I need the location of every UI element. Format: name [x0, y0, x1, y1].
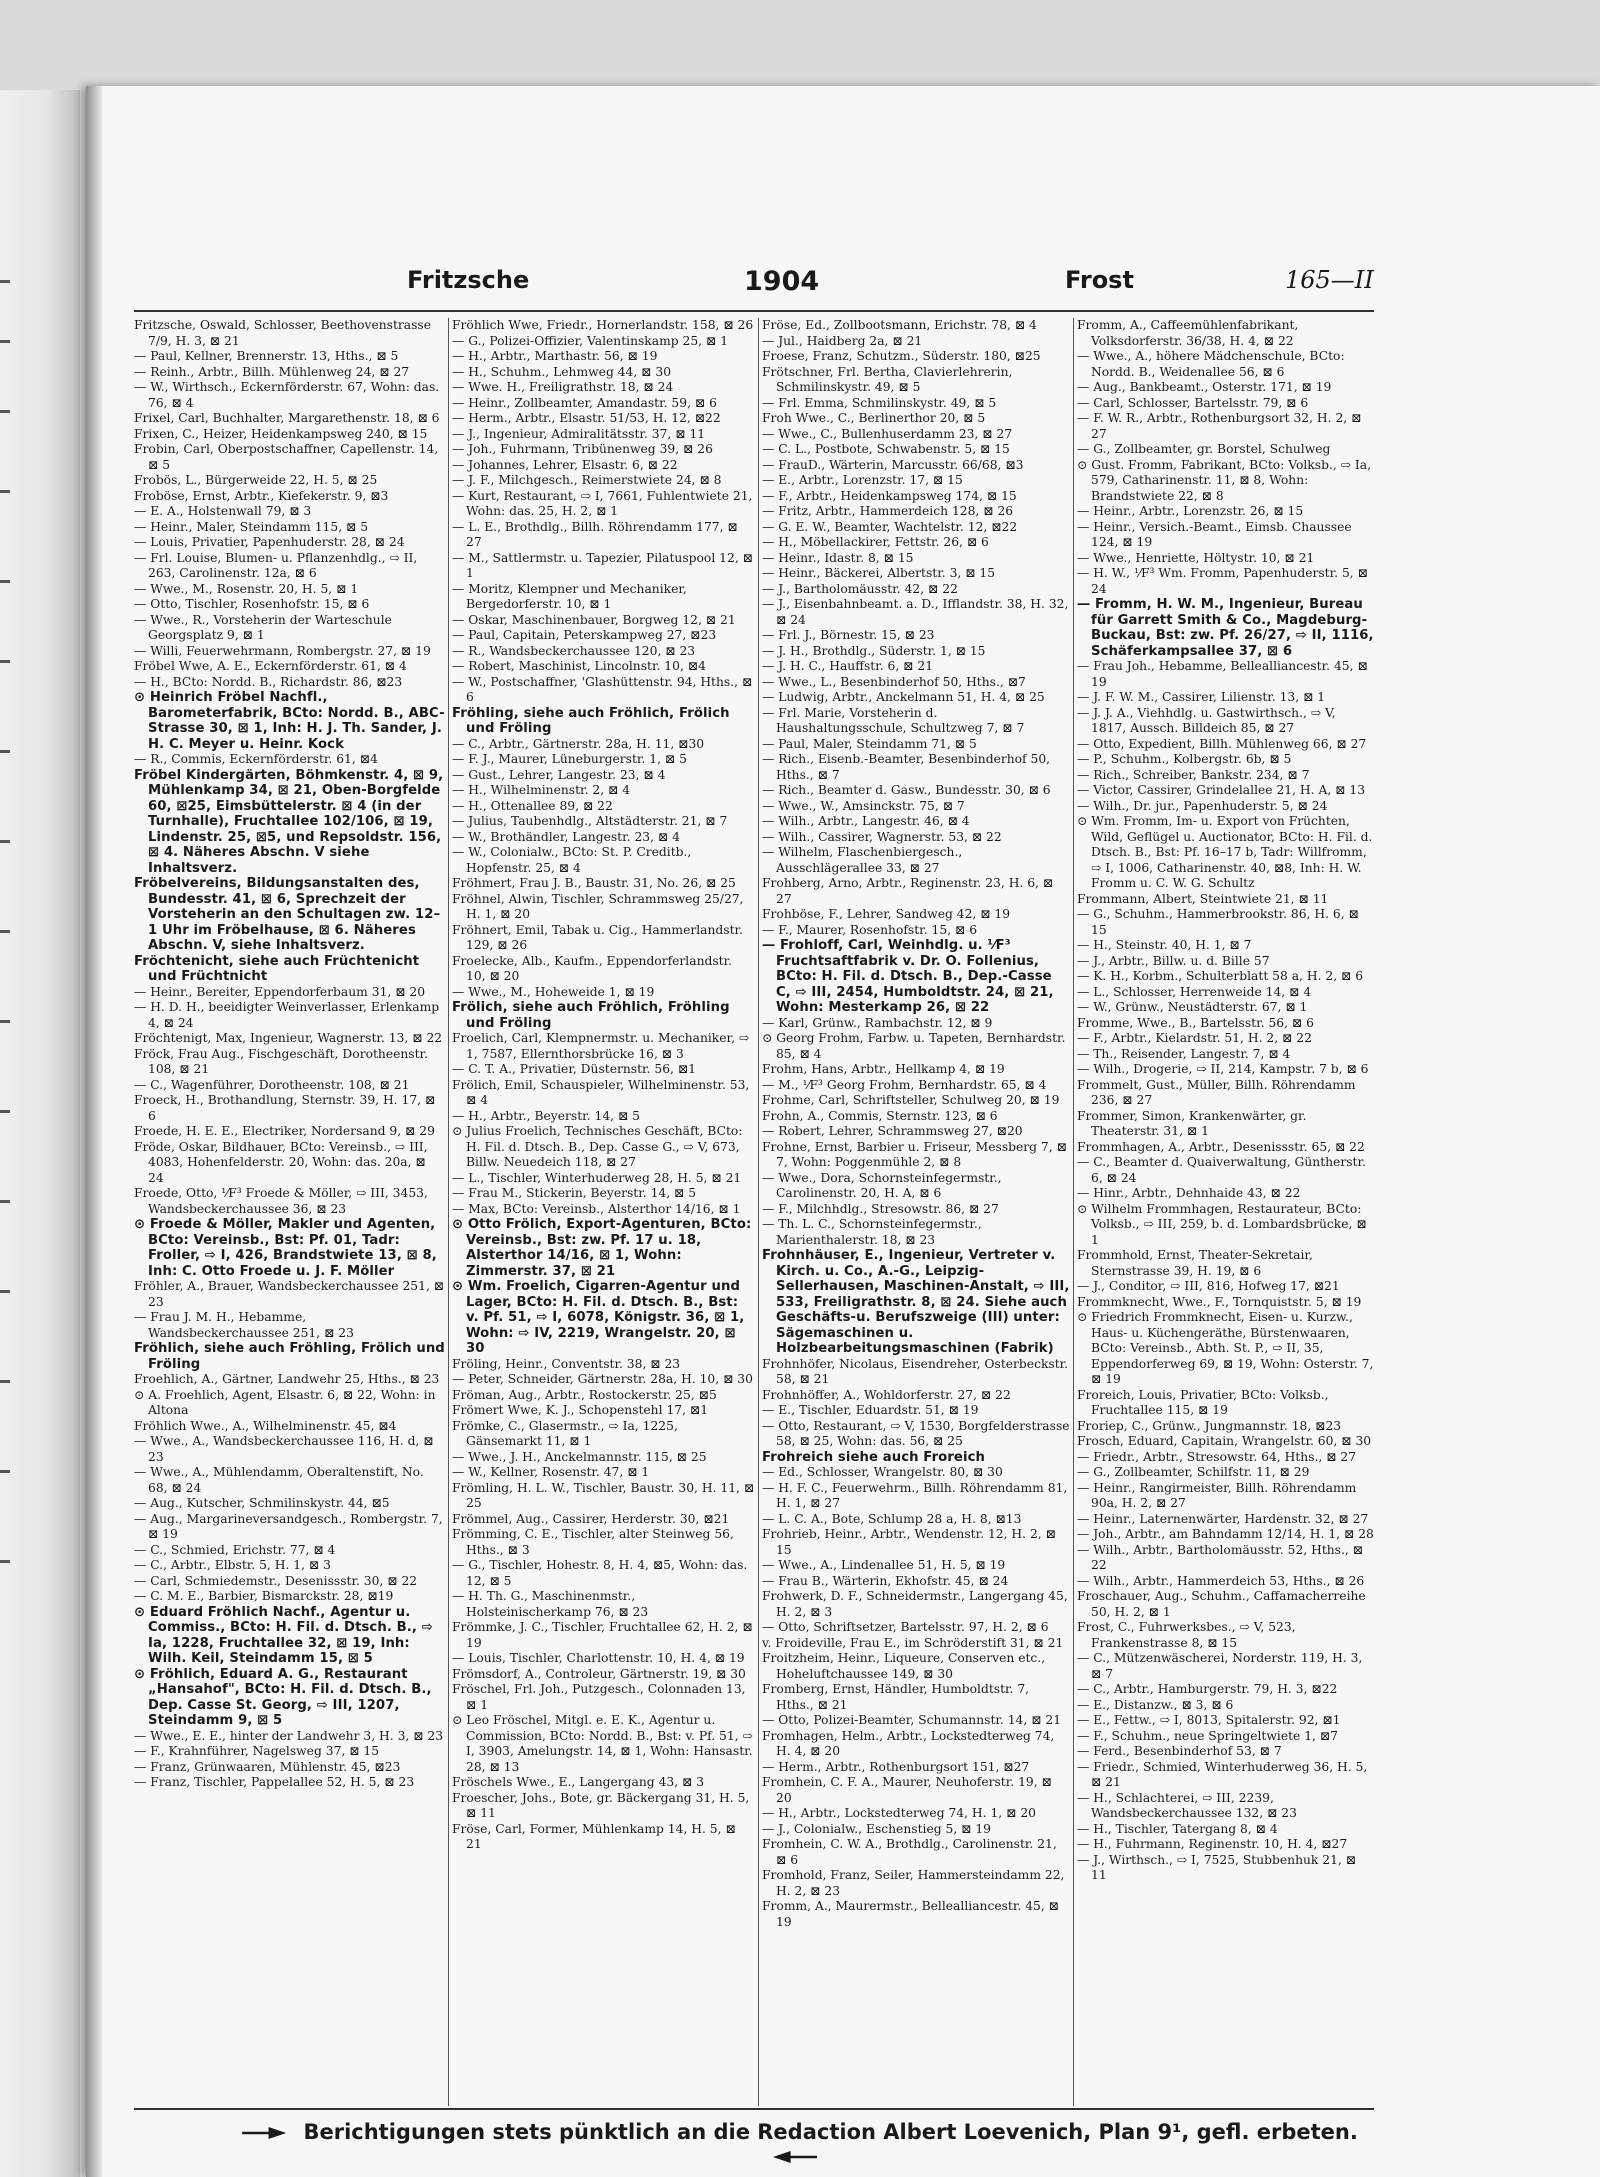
- directory-entry: — J. H., Brothdlg., Süderstr. 1, ⊠ 15: [762, 643, 986, 658]
- directory-entry: — F. W. R., Arbtr., Rothenburgsort 32, H. 2, ⊠ 27: [1077, 411, 1362, 441]
- directory-entry: Froescher, Johs., Bote, gr. Bäckergang 31, H. 5, ⊠ 11: [452, 1790, 750, 1820]
- directory-entry: — F., Milchhdlg., Stresowstr. 86, ⊠ 27: [762, 1201, 999, 1216]
- directory-entry: — Otto, Schriftsetzer, Bartelsstr. 97, H. 2, ⊠ 6: [762, 1620, 1049, 1634]
- directory-entry: — Wilh., Arbtr., Langestr. 46, ⊠ 4: [762, 814, 970, 828]
- directory-entry: — Heinr., Zollbeamter, Amandastr. 59, ⊠ 6: [452, 395, 717, 410]
- directory-entry: — Frl. Marie, Vorsteherin d. Haushaltungsschule, Schultzweg 7, ⊠ 7: [762, 705, 1025, 735]
- directory-entry: Fromhold, Franz, Seiler, Hammersteindamm 22, H. 2, ⊠ 23: [762, 1868, 1065, 1898]
- directory-entry: — Paul, Capitain, Peterskampweg 27, ⊠23: [452, 628, 717, 642]
- directory-entry: — F., Schuhm., neue Springeltwiete 1, ⊠7: [1077, 1728, 1338, 1743]
- directory-entry: Froitzheim, Heinr., Liqueure, Conserven etc., Hoheluftchaussee 149, ⊠ 30: [762, 1651, 1046, 1681]
- directory-entry: — Aug., Bankbeamt., Osterstr. 171, ⊠ 19: [1077, 380, 1332, 394]
- directory-entry: — J., Bartholomäusstr. 42, ⊠ 22: [762, 581, 958, 596]
- directory-entry: ⊙ Eduard Fröhlich Nachf., Agentur u. Commiss., BCto: H. Fil. d. Dtsch. B., ⇨ Ia, 1228, Fruchtallee 32, ⊠ 19, Inh: Wilh. Keil, Steindamm 15, ⊠ 5: [134, 1604, 433, 1666]
- directory-entry: ⊙ Georg Frohm, Farbw. u. Tapeten, Bernhardstr. 85, ⊠ 4: [762, 1031, 1066, 1061]
- directory-entry: — Frau Joh., Hebamme, Bellealliancestr. 45, ⊠ 19: [1077, 659, 1368, 689]
- directory-entry: Fröhler, A., Brauer, Wandsbeckerchaussee 251, ⊠ 23: [134, 1279, 445, 1309]
- directory-entry: — E., Fettw., ⇨ I, 8013, Spitalerstr. 92, ⊠1: [1077, 1713, 1341, 1727]
- directory-entry: — C., Beamter d. Quaiverwaltung, Güntherstr. 6, ⊠ 24: [1077, 1155, 1366, 1185]
- directory-entry: Frommer, Simon, Krankenwärter, gr. Theaterstr. 31, ⊠ 1: [1077, 1108, 1307, 1138]
- directory-entry: Fröhmert, Frau J. B., Baustr. 31, No. 26, ⊠ 25: [452, 876, 736, 890]
- footer-text: Berichtigungen stets pünktlich an die Redaction Albert Loevenich, Plan 9¹, gefl. erbeten.: [303, 2120, 1358, 2144]
- directory-entry: — Heinr., Bereiter, Eppendorferbaum 31, ⊠ 20: [134, 984, 426, 999]
- directory-entry: ⊙ Wilhelm Frommhagen, Restaurateur, BCto: Volksb., ⇨ III, 259, b. d. Lombardsbrücke, ⊠ 1: [1077, 1201, 1367, 1247]
- directory-entry: — Wwe., W., Amsinckstr. 75, ⊠ 7: [762, 798, 965, 813]
- directory-entry: — Wwe., R., Vorsteherin der Warteschule Georgsplatz 9, ⊠ 1: [134, 612, 392, 642]
- directory-entry: Frohrieb, Heinr., Arbtr., Wendenstr. 12, H. 2, ⊠ 15: [762, 1527, 1056, 1557]
- directory-entry: — H. Th. G., Maschinenmstr., Holsteinischerkamp 76, ⊠ 23: [452, 1589, 649, 1619]
- directory-entry: — Max, BCto: Vereinsb., Alsterthor 14/16, ⊠ 1: [452, 1201, 741, 1216]
- column-3: [762, 318, 1070, 2106]
- directory-entry: — Robert, Maschinist, Lincolnstr. 10, ⊠4: [452, 659, 706, 673]
- directory-entry: — Hinr., Arbtr., Dehnhaide 43, ⊠ 22: [1077, 1186, 1301, 1200]
- directory-entry: — Willi, Feuerwehrmann, Rombergstr. 27, ⊠ 19: [134, 643, 431, 658]
- directory-entry: — Wwe., A., höhere Mädchenschule, BCto: Nordd. B., Weidenallee 56, ⊠ 6: [1077, 349, 1345, 379]
- directory-entry: — J., Ingenieur, Admiralitätsstr. 37, ⊠ 11: [452, 426, 706, 441]
- directory-entry: ⊙ Friedrich Frommknecht, Eisen- u. Kurzw., Haus- u. Küchengeräthe, Bürstenwaaren, BCto: Vereinsb., Abth. St. P., ⇨ II, 35, Eppendorferweg 69, ⊠ 19, Wohn: Osterstr. 7, ⊠ 19: [1077, 1310, 1374, 1386]
- directory-entry: Froehlich, A., Gärtner, Landwehr 25, Hths., ⊠ 23: [134, 1372, 440, 1386]
- directory-entry: — Aug., Margarineversandgesch., Rombergstr. 7, ⊠ 19: [134, 1511, 443, 1541]
- directory-entry: ⊙ Julius Froelich, Technisches Geschäft, BCto: H. Fil. d. Dtsch. B., Dep. Casse G., ⇨ V, 673, Billw. Neuedeich 118, ⊠ 27: [452, 1124, 743, 1169]
- directory-entry: — J. J. A., Viehhdlg. u. Gastwirthsch., ⇨ V, 1817, Aussch. Billdeich 85, ⊠ 27: [1077, 705, 1336, 735]
- directory-entry: — Frohloff, Carl, Weinhdlg. u. ⅟F³ Fruchtsaftfabrik v. Dr. O. Follenius, BCto: H. Fil. d. Dtsch. B., Dep.-Casse C, ⇨ III, 2454, Humboldtstr. 24, ⊠ 21, Wohn: Mesterkamp 26, ⊠ 22: [762, 938, 1054, 1015]
- directory-entry: — H. F. C., Feuerwehrm., Billh. Röhrendamm 81, H. 1, ⊠ 27: [762, 1480, 1068, 1510]
- directory-entry: — E., Tischler, Eduardstr. 51, ⊠ 19: [762, 1403, 979, 1417]
- directory-entry: — J., Conditor, ⇨ III, 816, Hofweg 17, ⊠21: [1077, 1279, 1340, 1293]
- header-rule: [134, 310, 1374, 312]
- column-4: [1077, 318, 1374, 2106]
- directory-entry: — Otto, Tischler, Rosenhofstr. 15, ⊠ 6: [134, 597, 370, 611]
- directory-entry: — H., BCto: Nordd. B., Richardstr. 86, ⊠23: [134, 674, 403, 689]
- directory-entry: — Wilh., Arbtr., Bartholomäusstr. 52, Hths., ⊠ 22: [1077, 1542, 1364, 1572]
- directory-entry: — H. D. H., beeidigter Weinverlasser, Erlenkamp 4, ⊠ 24: [134, 1000, 440, 1030]
- directory-entry: — Rich., Beamter d. Gasw., Bundesstr. 30, ⊠ 6: [762, 783, 1051, 797]
- directory-entry: — Wwe., M., Rosenstr. 20, H. 5, ⊠ 1: [134, 581, 359, 596]
- directory-entry: — C. L., Postbote, Schwabenstr. 5, ⊠ 15: [762, 442, 1010, 456]
- directory-entry: — F., Arbtr., Kielardstr. 51, H. 2, ⊠ 22: [1077, 1031, 1312, 1045]
- directory-entry: — L., Tischler, Winterhuderweg 28, H. 5, ⊠ 21: [452, 1170, 742, 1185]
- directory-entry: — Wwe., C., Bullenhuserdamm 23, ⊠ 27: [762, 426, 1013, 441]
- header-year: 1904: [744, 266, 820, 297]
- directory-entry: — Wwe., L., Besenbinderhof 50, Hths., ⊠7: [762, 674, 1026, 689]
- directory-entry: — Franz, Tischler, Pappelallee 52, H. 5, ⊠ 23: [134, 1775, 415, 1789]
- directory-entry: — Paul, Maler, Steindamm 71, ⊠ 5: [762, 736, 977, 751]
- directory-entry: — H. W., ⅟F³ Wm. Fromm, Papenhuderstr. 5, ⊠ 24: [1077, 566, 1368, 596]
- directory-entry: — Wwe., J. H., Anckelmannstr. 115, ⊠ 25: [452, 1449, 707, 1464]
- directory-entry: — E. A., Holstenwall 79, ⊠ 3: [134, 504, 312, 518]
- directory-entry: — H., Arbtr., Beyerstr. 14, ⊠ 5: [452, 1108, 640, 1123]
- directory-entry: Frohm, Hans, Arbtr., Hellkamp 4, ⊠ 19: [762, 1062, 1005, 1076]
- directory-entry: Frömling, H. L. W., Tischler, Baustr. 30, H. 11, ⊠ 25: [452, 1480, 755, 1510]
- directory-entry: — Heinr., Rangirmeister, Billh. Röhrendamm 90a, H. 2, ⊠ 27: [1077, 1480, 1357, 1510]
- directory-entry: — Wwe., E. E., hinter der Landwehr 3, H. 3, ⊠ 23: [134, 1728, 444, 1743]
- directory-entry: Fröbel Wwe, A. E., Eckernförderstr. 61, ⊠ 4: [134, 659, 407, 673]
- directory-entry: — Moritz, Klempner und Mechaniker, Bergedorferstr. 10, ⊠ 1: [452, 581, 687, 611]
- directory-entry: Fröse, Carl, Former, Mühlenkamp 14, H. 5, ⊠ 21: [452, 1821, 736, 1851]
- directory-entry: ⊙ Wm. Fromm, Im- u. Export von Früchten, Wild, Geflügel u. Auctionator, BCto: H. Fil. d. Dtsch. B., Bst: Pf. 16–17 b, Tadr: Willfromm, ⇨ I, 1006, Catharinenstr. 40, ⊠8, Inh: H. W. Fromm u. C. W. G. Schultz: [1077, 814, 1373, 890]
- directory-entry: — Frl. J., Börnestr. 15, ⊠ 23: [762, 628, 935, 642]
- pointing-hand-icon: [773, 2151, 817, 2163]
- previous-page-text-fragments: [0, 280, 18, 1630]
- directory-entry: — W., Kellner, Rosenstr. 47, ⊠ 1: [452, 1465, 650, 1479]
- directory-entry: — R., Wandsbeckerchaussee 120, ⊠ 23: [452, 643, 696, 658]
- directory-entry: — G., Zollbeamter, gr. Borstel, Schulweg: [1077, 442, 1331, 456]
- directory-entry: — H., Schuhm., Lehmweg 44, ⊠ 30: [452, 364, 672, 379]
- directory-entry: — Joh., Fuhrmann, Tribünenweg 39, ⊠ 26: [452, 442, 713, 456]
- directory-entry: — H., Arbtr., Marthastr. 56, ⊠ 19: [452, 349, 658, 363]
- directory-entry: ⊙ Leo Fröschel, Mitgl. e. E. K., Agentur u. Commission, BCto: Nordd. B., Bst: v. Pf. 51, ⇨ I, 3903, Amelungstr. 14, ⊠ 1, Wohn: Hansastr. 28, ⊠ 13: [452, 1713, 753, 1774]
- directory-entry: Froriep, C., Grünw., Jungmannstr. 18, ⊠23: [1077, 1418, 1342, 1433]
- directory-entry: Fröhnert, Emil, Tabak u. Cig., Hammerlandstr. 129, ⊠ 26: [452, 922, 743, 952]
- directory-entry: — Wwe., M., Hoheweide 1, ⊠ 19: [452, 984, 655, 999]
- directory-entry: — E., Distanzw., ⊠ 3, ⊠ 6: [1077, 1697, 1234, 1712]
- directory-entry: Frömmel, Aug., Cassirer, Herderstr. 30, ⊠21: [452, 1511, 730, 1526]
- directory-entry: Fröhling, siehe auch Fröhlich, Frölich und Fröling: [452, 705, 730, 736]
- directory-entry: — Gust., Lehrer, Langestr. 23, ⊠ 4: [452, 767, 666, 782]
- directory-entry: Fröhnel, Alwin, Tischler, Schrammsweg 25/27, H. 1, ⊠ 20: [452, 891, 744, 921]
- column-1: [134, 318, 445, 2106]
- directory-entry: — Franz, Grünwaaren, Mühlenstr. 45, ⊠23: [134, 1759, 401, 1774]
- directory-columns: [134, 318, 1374, 2106]
- directory-entry: — Fromm, H. W. M., Ingenieur, Bureau für Garrett Smith & Co., Magdeburg-Buckau, Bst: zw. Pf. 26/27, ⇨ II, 1116, Schäferkampsallee 37, ⊠ 6: [1077, 597, 1374, 659]
- directory-entry: — Wwe., A., Lindenallee 51, H. 5, ⊠ 19: [762, 1558, 1006, 1572]
- directory-entry: Frölich, Emil, Schauspieler, Wilhelminenstr. 53, ⊠ 4: [452, 1077, 750, 1107]
- directory-entry: — H., Möbellackirer, Fettstr. 26, ⊠ 6: [762, 535, 989, 549]
- directory-entry: — Johannes, Lehrer, Elsastr. 6, ⊠ 22: [452, 457, 678, 472]
- directory-entry: — H., Wilhelminenstr. 2, ⊠ 4: [452, 783, 631, 797]
- directory-entry: — Frau B., Wärterin, Ekhofstr. 45, ⊠ 24: [762, 1573, 1009, 1588]
- directory-entry: Frost, C., Fuhrwerksbes., ⇨ V, 523, Frankenstrasse 8, ⊠ 15: [1077, 1620, 1296, 1650]
- directory-entry: — Wwe., Henriette, Höltystr. 10, ⊠ 21: [1077, 550, 1315, 565]
- directory-entry: — C., Wagenführer, Dorotheenstr. 108, ⊠ 21: [134, 1077, 410, 1092]
- directory-entry: — Frl. Emma, Schmilinskystr. 49, ⊠ 5: [762, 395, 997, 410]
- directory-entry: — F., Krahnführer, Nagelsweg 37, ⊠ 15: [134, 1744, 380, 1758]
- directory-entry: — Wwe., Dora, Schornsteinfegermstr., Carolinenstr. 20, H. A, ⊠ 6: [762, 1170, 1002, 1200]
- directory-entry: Frohnhöffer, A., Wohldorferstr. 27, ⊠ 22: [762, 1387, 1011, 1402]
- directory-entry: — H., Fuhrmann, Reginenstr. 10, H. 4, ⊠27: [1077, 1837, 1348, 1851]
- directory-entry: — L. C. A., Bote, Schlump 28 a, H. 8, ⊠13: [762, 1511, 1022, 1526]
- directory-entry: Froböse, Ernst, Arbtr., Kiefekerstr. 9, ⊠3: [134, 488, 389, 503]
- directory-entry: — Otto, Restaurant, ⇨ V, 1530, Borgfelderstrasse 58, ⊠ 25, Wohn: das. 56, ⊠ 25: [762, 1418, 1070, 1448]
- directory-entry: ⊙ Heinrich Fröbel Nachfl., Barometerfabrik, BCto: Nordd. B., ABC-Strasse 30, ⊠ 1, Inh: H. J. Th. Sander, J. H. C. Meyer u. Heinr. Kock: [134, 690, 445, 752]
- directory-entry: — Louis, Privatier, Papenhuderstr. 28, ⊠ 24: [134, 535, 405, 549]
- directory-entry: Fröschels Wwe., E., Langergang 43, ⊠ 3: [452, 1775, 705, 1789]
- directory-entry: — W., Brothändler, Langestr. 23, ⊠ 4: [452, 829, 680, 844]
- directory-entry: Fröse, Ed., Zollbootsmann, Erichstr. 78, ⊠ 4: [762, 318, 1037, 332]
- directory-entry: Frohberg, Arno, Arbtr., Reginenstr. 23, H. 6, ⊠ 27: [762, 876, 1054, 906]
- directory-entry: Froreich, Louis, Privatier, BCto: Volksb., Fruchtallee 115, ⊠ 19: [1077, 1387, 1329, 1417]
- directory-entry: — Heinr., Laternenwärter, Hardenstr. 32, ⊠ 27: [1077, 1511, 1369, 1526]
- directory-entry: Fromm, A., Maurermstr., Bellealliancestr. 45, ⊠ 19: [762, 1899, 1059, 1929]
- directory-entry: — C. T. A., Privatier, Düsternstr. 56, ⊠1: [452, 1062, 696, 1076]
- column-divider: [448, 318, 449, 2106]
- directory-entry: Fromhein, C. F. A., Maurer, Neuhoferstr. 19, ⊠ 20: [762, 1775, 1052, 1805]
- directory-entry: — G., Schuhm., Hammerbrookstr. 86, H. 6, ⊠ 15: [1077, 907, 1359, 937]
- directory-entry: Fröchtenicht, siehe auch Früchtenicht und Früchtnicht: [134, 953, 420, 984]
- directory-entry: Fröbelvereins, Bildungsanstalten des, Bundesstr. 41, ⊠ 6, Sprechzeit der Vorsteherin an den Schultagen zw. 12–1 Uhr im Fröbelhause, ⊠ 6. Näheres Abschn. V, siehe Inhaltsverz.: [134, 876, 441, 953]
- directory-entry: Frömsdorf, A., Controleur, Gärtnerstr. 19, ⊠ 30: [452, 1666, 746, 1681]
- directory-entry: — Otto, Expedient, Billh. Mühlenweg 66, ⊠ 27: [1077, 736, 1367, 751]
- directory-entry: — C., Schmied, Erichstr. 77, ⊠ 4: [134, 1542, 336, 1557]
- directory-entry: — Peter, Schneider, Gärtnerstr. 28a, H. 10, ⊠ 30: [452, 1372, 753, 1386]
- pointing-hand-icon: [242, 2127, 286, 2139]
- directory-entry: Frötschner, Frl. Bertha, Clavierlehrerin, Schmilinskystr. 49, ⊠ 5: [762, 364, 1013, 394]
- directory-entry: Frohn, A., Commis, Sternstr. 123, ⊠ 6: [762, 1108, 998, 1123]
- directory-entry: — Louis, Tischler, Charlottenstr. 10, H. 4, ⊠ 19: [452, 1651, 745, 1665]
- directory-entry: Froede, H. E. E., Electriker, Nordersand 9, ⊠ 29: [134, 1124, 435, 1138]
- directory-entry: — H., Arbtr., Lockstedterweg 74, H. 1, ⊠ 20: [762, 1806, 1036, 1820]
- directory-entry: — G., Zollbeamter, Schilfstr. 11, ⊠ 29: [1077, 1465, 1310, 1479]
- directory-entry: Frölich, siehe auch Fröhlich, Fröhling und Fröling: [452, 1000, 730, 1031]
- page-number: 165—II: [1285, 266, 1374, 294]
- running-head: [130, 266, 1390, 306]
- directory-entry: — C., Arbtr., Elbstr. 5, H. 1, ⊠ 3: [134, 1558, 331, 1572]
- directory-entry: — G., Tischler, Hohestr. 8, H. 4, ⊠5, Wohn: das. 12, ⊠ 5: [452, 1558, 748, 1588]
- directory-entry: — Carl, Schmiedemstr., Desenissstr. 30, ⊠ 22: [134, 1573, 418, 1588]
- directory-entry: ⊙ Wm. Froelich, Cigarren-Agentur und Lager, BCto: H. Fil. d. Dtsch. B., Bst: v. Pf. 51, ⇨ I, 6078, Königstr. 36, ⊠ 1, Wohn: ⇨ IV, 2219, Wrangelstr. 20, ⊠ 30: [452, 1279, 745, 1356]
- directory-entry: Frobös, L., Bürgerweide 22, H. 5, ⊠ 25: [134, 473, 378, 487]
- directory-entry: Fröschel, Frl. Joh., Putzgesch., Colonnaden 13, ⊠ 1: [452, 1682, 746, 1712]
- directory-entry: Frohnhöfer, Nicolaus, Eisendreher, Osterbeckstr. 58, ⊠ 21: [762, 1356, 1069, 1386]
- directory-entry: Frommann, Albert, Steintwiete 21, ⊠ 11: [1077, 891, 1329, 906]
- directory-entry: — F., Maurer, Rosenhofstr. 15, ⊠ 6: [762, 922, 978, 937]
- directory-entry: — J., Arbtr., Billw. u. d. Bille 57: [1077, 953, 1270, 968]
- directory-entry: Fröhlich Wwe., A., Wilhelminenstr. 45, ⊠4: [134, 1418, 397, 1433]
- directory-entry: — Friedr., Schmied, Winterhuderweg 36, H. 5, ⊠ 21: [1077, 1759, 1368, 1789]
- directory-entry: Frohböse, F., Lehrer, Sandweg 42, ⊠ 19: [762, 907, 1011, 921]
- directory-entry: — Joh., Arbtr., am Bahndamm 12/14, H. 1, ⊠ 28: [1077, 1527, 1374, 1541]
- directory-entry: — R., Commis, Eckernförderstr. 61, ⊠4: [134, 752, 378, 766]
- directory-entry: — Wwe., A., Wandsbeckerchaussee 116, H. d, ⊠ 23: [134, 1434, 434, 1464]
- directory-entry: Frohme, Carl, Schriftsteller, Schulweg 20, ⊠ 19: [762, 1093, 1060, 1107]
- directory-entry: Frohreich siehe auch Froreich: [762, 1449, 986, 1465]
- directory-entry: — J. H. C., Hauffstr. 6, ⊠ 21: [762, 659, 934, 673]
- directory-entry: — G. E. W., Beamter, Wachtelstr. 12, ⊠22: [762, 519, 1018, 534]
- directory-entry: Fröhlich, siehe auch Fröhling, Frölich und Fröling: [134, 1341, 445, 1372]
- directory-entry: Fröchtenigt, Max, Ingenieur, Wagnerstr. 13, ⊠ 22: [134, 1031, 443, 1045]
- directory-entry: — Otto, Polizei-Beamter, Schumannstr. 14, ⊠ 21: [762, 1713, 1062, 1727]
- directory-entry: — H., Tischler, Tatergang 8, ⊠ 4: [1077, 1821, 1278, 1836]
- directory-entry: — Jul., Haidberg 2a, ⊠ 21: [762, 333, 923, 348]
- directory-entry: Froelecke, Alb., Kaufm., Eppendorferlandstr. 10, ⊠ 20: [452, 953, 733, 983]
- directory-entry: — Heinr., Idastr. 8, ⊠ 15: [762, 550, 914, 565]
- directory-entry: Fromhagen, Helm., Arbtr., Lockstedterweg 74, H. 4, ⊠ 20: [762, 1728, 1055, 1758]
- directory-entry: Froelich, Carl, Klempnermstr. u. Mechaniker, ⇨ 1, 7587, Ellernthorsbrücke 16, ⊠ 3: [452, 1031, 750, 1061]
- directory-entry: — Wilh., Cassirer, Wagnerstr. 53, ⊠ 22: [762, 829, 1002, 844]
- directory-entry: — Paul, Kellner, Brennerstr. 13, Hths., ⊠ 5: [134, 349, 399, 363]
- directory-entry: — Ferd., Besenbinderhof 53, ⊠ 7: [1077, 1744, 1282, 1758]
- directory-entry: Frommhold, Ernst, Theater-Sekretair, Sternstrasse 39, H. 19, ⊠ 6: [1077, 1248, 1313, 1278]
- directory-entry: — Victor, Cassirer, Grindelallee 21, H. A, ⊠ 13: [1077, 783, 1366, 797]
- directory-entry: — Ed., Schlosser, Wrangelstr. 80, ⊠ 30: [762, 1465, 1003, 1479]
- directory-entry: — Th. L. C., Schornsteinfegermstr., Marienthalerstr. 18, ⊠ 23: [762, 1217, 982, 1247]
- directory-entry: ⊙ Otto Frölich, Export-Agenturen, BCto: Vereinsb., Bst: zw. Pf. 17 u. 18, Alsterthor 14/16, ⊠ 1, Wohn: Zimmerstr. 37, ⊠ 21: [452, 1217, 752, 1279]
- book-gutter: [86, 86, 102, 2177]
- directory-entry: — G., Polizei-Offizier, Valentinskamp 25, ⊠ 1: [452, 333, 729, 348]
- directory-entry: — Fritz, Arbtr., Hammerdeich 128, ⊠ 26: [762, 504, 1014, 518]
- directory-entry: Froeck, H., Brothandlung, Sternstr. 39, H. 17, ⊠ 6: [134, 1093, 436, 1123]
- directory-entry: — Heinr., Arbtr., Lorenzstr. 26, ⊠ 15: [1077, 504, 1304, 518]
- directory-entry: — Herm., Arbtr., Elsastr. 51/53, H. 12, ⊠22: [452, 411, 721, 425]
- directory-entry: — J., Eisenbahnbeamt. a. D., Ifflandstr. 38, H. 32, ⊠ 24: [762, 597, 1069, 627]
- directory-entry: Frixel, Carl, Buchhalter, Margarethenstr. 18, ⊠ 6: [134, 411, 440, 425]
- directory-entry: — L. E., Brothdlg., Billh. Röhrendamm 177, ⊠ 27: [452, 519, 738, 549]
- directory-entry: — Aug., Kutscher, Schmilinskystr. 44, ⊠5: [134, 1496, 390, 1510]
- directory-entry: Fromm, A., Caffeemühlenfabrikant, Volksdorferstr. 36/38, H. 4, ⊠ 22: [1077, 318, 1299, 348]
- directory-entry: Frohwerk, D. F., Schneidermstr., Langergang 45, H. 2, ⊠ 3: [762, 1589, 1068, 1619]
- directory-entry: — Robert, Lehrer, Schrammsweg 27, ⊠20: [762, 1124, 1023, 1138]
- directory-entry: — Th., Reisender, Langestr. 7, ⊠ 4: [1077, 1046, 1291, 1061]
- directory-entry: — Wwe. H., Freiligrathstr. 18, ⊠ 24: [452, 380, 674, 394]
- column-2: [452, 318, 755, 2106]
- directory-entry: — C., Arbtr., Hamburgerstr. 79, H. 3, ⊠22: [1077, 1682, 1338, 1696]
- directory-entry: — Frl. Louise, Blumen- u. Pflanzenhdlg., ⇨ II, 263, Carolinenstr. 12a, ⊠ 6: [134, 550, 418, 580]
- directory-entry: — C., Mützenwäscherei, Norderstr. 119, H. 3, ⊠ 7: [1077, 1651, 1363, 1681]
- directory-entry: — H., Ottenallee 89, ⊠ 22: [452, 798, 613, 813]
- directory-entry: — W., Colonialw., BCto: St. P. Creditb., Hopfenstr. 25, ⊠ 4: [452, 845, 692, 875]
- directory-entry: — Ludwig, Arbtr., Anckelmann 51, H. 4, ⊠ 25: [762, 690, 1045, 704]
- directory-entry: — Herm., Arbtr., Rothenburgsort 151, ⊠27: [762, 1759, 1030, 1774]
- directory-entry: Frosch, Eduard, Capitain, Wrangelstr. 60, ⊠ 30: [1077, 1434, 1372, 1448]
- footer-rule: [134, 2108, 1374, 2110]
- directory-entry: — Heinr., Maler, Steindamm 115, ⊠ 5: [134, 519, 369, 534]
- directory-entry: Frohne, Ernst, Barbier u. Friseur, Messberg 7, ⊠ 7, Wohn: Poggenmühle 2, ⊠ 8: [762, 1139, 1067, 1169]
- directory-entry: Fröde, Oskar, Bildhauer, BCto: Vereinsb., ⇨ III, 4083, Hohenfelderstr. 20, Wohn: das. 20a, ⊠ 24: [134, 1139, 428, 1185]
- directory-entry: — Wwe., A., Mühlendamm, Oberaltenstift, No. 68, ⊠ 24: [134, 1465, 424, 1495]
- directory-entry: — C., Arbtr., Gärtnerstr. 28a, H. 11, ⊠30: [452, 736, 705, 751]
- directory-entry: Frommhagen, A., Arbtr., Desenissstr. 65, ⊠ 22: [1077, 1139, 1365, 1154]
- directory-entry: ⊙ Froede & Möller, Makler und Agenten, BCto: Vereinsb., Bst: Pf. 01, Tadr: Froller, ⇨ I, 426, Brandstwiete 13, ⊠ 8, Inh: C. Otto Froede u. J. F. Möller: [134, 1217, 437, 1279]
- directory-entry: — Frau J. M. H., Hebamme, Wandsbeckerchaussee 251, ⊠ 23: [134, 1310, 354, 1340]
- column-divider: [758, 318, 759, 2106]
- directory-entry: — Heinr., Bäckerei, Albertstr. 3, ⊠ 15: [762, 566, 996, 580]
- directory-entry: — P., Schuhm., Kolbergstr. 6b, ⊠ 5: [1077, 752, 1292, 766]
- directory-entry: Frixen, C., Heizer, Heidenkampsweg 240, ⊠ 15: [134, 426, 428, 441]
- directory-entry: — F., Arbtr., Heidenkampsweg 174, ⊠ 15: [762, 488, 1017, 503]
- directory-entry: — E., Arbtr., Lorenzstr. 17, ⊠ 15: [762, 473, 963, 487]
- directory-entry: Frobin, Carl, Oberpostschaffner, Capellenstr. 14, ⊠ 5: [134, 442, 439, 472]
- directory-entry: — H., Schlachterei, ⇨ III, 2239, Wandsbeckerchaussee 132, ⊠ 23: [1077, 1790, 1297, 1820]
- directory-entry: — Rich., Schreiber, Bankstr. 234, ⊠ 7: [1077, 767, 1310, 782]
- directory-entry: — F. J., Maurer, Lüneburgerstr. 1, ⊠ 5: [452, 752, 687, 766]
- directory-entry: — M., ⅟F³ Georg Frohm, Bernhardstr. 65, ⊠ 4: [762, 1077, 1047, 1092]
- directory-entry: — M., Sattlermstr. u. Tapezier, Pilatuspool 12, ⊠ 1: [452, 550, 753, 580]
- directory-entry: Frommelt, Gust., Müller, Billh. Röhrendamm 236, ⊠ 27: [1077, 1077, 1356, 1107]
- directory-entry: Fritzsche, Oswald, Schlosser, Beethovenstrasse 7/9, H. 3, ⊠ 21: [134, 318, 432, 348]
- directory-entry: — L., Schlosser, Herrenweide 14, ⊠ 4: [1077, 984, 1312, 999]
- directory-entry: — Julius, Taubenhdlg., Altstädterstr. 21, ⊠ 7: [452, 814, 728, 828]
- directory-entry: — Karl, Grünw., Rambachstr. 12, ⊠ 9: [762, 1015, 993, 1030]
- directory-entry: — Wilh., Arbtr., Hammerdeich 53, Hths., ⊠ 26: [1077, 1573, 1365, 1588]
- directory-entry: — Reinh., Arbtr., Billh. Mühlenweg 24, ⊠ 27: [134, 364, 410, 379]
- directory-entry: — Wilhelm, Flaschenbiergesch., Ausschlägerallee 33, ⊠ 27: [762, 845, 963, 875]
- directory-entry: — Rich., Eisenb.-Beamter, Besenbinderhof 50, Hths., ⊠ 7: [762, 752, 1051, 782]
- directory-entry: ⊙ Gust. Fromm, Fabrikant, BCto: Volksb., ⇨ Ia, 579, Catharinenstr. 11, ⊠ 8, Wohn: Brandstwiete 22, ⊠ 8: [1077, 457, 1371, 503]
- directory-entry: Fröbel Kindergärten, Böhmkenstr. 4, ⊠ 9, Mühlenkamp 34, ⊠ 21, Oben-Borgfelde 60, ⊠25, Eimsbüttelerstr. ⊠ 4 (in der Turnhalle), Fruchtallee 102/106, ⊠ 19, Lindenstr. 25, ⊠5, und Repsoldstr. 156, ⊠ 4. Näheres Abschn. V siehe Inhaltsverz.: [134, 767, 444, 876]
- directory-entry: — J. F., Milchgesch., Reimerstwiete 24, ⊠ 8: [452, 473, 722, 487]
- directory-entry: v. Froideville, Frau E., im Schröderstift 31, ⊠ 21: [762, 1635, 1064, 1650]
- directory-entry: — W., Grünw., Neustädterstr. 67, ⊠ 1: [1077, 1000, 1308, 1014]
- directory-entry: — W., Wirthsch., Eckernförderstr. 67, Wohn: das. 76, ⊠ 4: [134, 380, 440, 410]
- directory-entry: Frömert Wwe, K. J., Schopenstehl 17, ⊠1: [452, 1403, 709, 1417]
- directory-entry: ⊙ Fröhlich, Eduard A. G., Restaurant „Hansahof", BCto: H. Fil. d. Dtsch. B., Dep. Casse St. Georg, ⇨ III, 1207, Steindamm 9, ⊠ 5: [134, 1666, 432, 1728]
- directory-entry: — Friedr., Arbtr., Stresowstr. 64, Hths., ⊠ 27: [1077, 1449, 1357, 1464]
- directory-entry: Froede, Otto, ⅟F³ Froede & Möller, ⇨ III, 3453, Wandsbeckerchaussee 36, ⊠ 23: [134, 1186, 428, 1216]
- directory-entry: — K. H., Korbm., Schulterblatt 58 a, H. 2, ⊠ 6: [1077, 969, 1364, 983]
- directory-entry: Froschauer, Aug., Schuhm., Caffamacherreihe 50, H. 2, ⊠ 1: [1077, 1589, 1366, 1619]
- header-left-word: Fritzsche: [407, 266, 530, 294]
- directory-entry: — C. M. E., Barbier, Bismarckstr. 28, ⊠19: [134, 1589, 394, 1603]
- directory-entry: Fröhlich Wwe, Friedr., Hornerlandstr. 158, ⊠ 26: [452, 318, 754, 332]
- directory-entry: — J., Wirthsch., ⇨ I, 7525, Stubbenhuk 21, ⊠ 11: [1077, 1852, 1357, 1882]
- footer-notice: [205, 2120, 1385, 2152]
- directory-entry: ⊙ A. Froehlich, Agent, Elsastr. 6, ⊠ 22, Wohn: in Altona: [134, 1387, 436, 1417]
- directory-entry: — Wilh., Drogerie, ⇨ II, 214, Kampstr. 7 b, ⊠ 6: [1077, 1062, 1369, 1076]
- directory-entry: — Kurt, Restaurant, ⇨ I, 7661, Fuhlentwiete 21, Wohn: das. 25, H. 2, ⊠ 1: [452, 488, 753, 518]
- directory-entry: — J. F. W. M., Cassirer, Lilienstr. 13, ⊠ 1: [1077, 690, 1326, 704]
- directory-entry: Fromme, Wwe., B., Bartelsstr. 56, ⊠ 6: [1077, 1015, 1314, 1030]
- column-divider: [1073, 318, 1074, 2106]
- directory-entry: Fröman, Aug., Arbtr., Rostockerstr. 25, ⊠5: [452, 1387, 717, 1402]
- directory-entry: — Heinr., Versich.-Beamt., Eimsb. Chaussee 124, ⊠ 19: [1077, 519, 1352, 549]
- directory-entry: — FrauD., Wärterin, Marcusstr. 66/68, ⊠3: [762, 457, 1024, 472]
- directory-entry: Fröling, Heinr., Conventstr. 38, ⊠ 23: [452, 1356, 681, 1371]
- directory-entry: Froh Wwe., C., Berlinerthor 20, ⊠ 5: [762, 411, 986, 425]
- directory-entry: Froese, Franz, Schutzm., Süderstr. 180, ⊠25: [762, 349, 1041, 363]
- directory-entry: — J., Colonialw., Eschenstieg 5, ⊠ 19: [762, 1821, 991, 1836]
- directory-entry: Frömke, C., Glasermstr., ⇨ Ia, 1225, Gänsemarkt 11, ⊠ 1: [452, 1418, 678, 1448]
- directory-entry: Fromberg, Ernst, Händler, Humboldtstr. 7, Hths., ⊠ 21: [762, 1682, 1030, 1712]
- directory-entry: — Carl, Schlosser, Bartelsstr. 79, ⊠ 6: [1077, 395, 1309, 410]
- directory-entry: Fromhein, C. W. A., Brothdlg., Carolinenstr. 21, ⊠ 6: [762, 1837, 1057, 1867]
- directory-entry: — H., Steinstr. 40, H. 1, ⊠ 7: [1077, 938, 1252, 952]
- directory-entry: — Wilh., Dr. jur., Papenhuderstr. 5, ⊠ 24: [1077, 798, 1328, 813]
- directory-entry: Frohnhäuser, E., Ingenieur, Vertreter v. Kirch. u. Co., A.-G., Leipzig-Sellerhausen, Maschinen-Anstalt, ⇨ III, 533, Freiligrathstr. 8, ⊠ 24. Siehe auch Geschäfts-u. Berufszweige (III) unter: Sägemaschinen u. Holzbearbeitungsmaschinen (Fabrik): [762, 1248, 1070, 1356]
- directory-entry: Frommknecht, Wwe., F., Tornquiststr. 5, ⊠ 19: [1077, 1294, 1362, 1309]
- directory-entry: Frömmke, J. C., Tischler, Fruchtallee 62, H. 2, ⊠ 19: [452, 1620, 753, 1650]
- directory-entry: — W., Postschaffner, 'Glashüttenstr. 94, Hths., ⊠ 6: [452, 674, 753, 704]
- header-right-word: Frost: [1065, 266, 1134, 294]
- directory-entry: — Oskar, Maschinenbauer, Borgweg 12, ⊠ 21: [452, 612, 736, 627]
- directory-entry: Fröck, Frau Aug., Fischgeschäft, Dorotheenstr. 108, ⊠ 21: [134, 1046, 428, 1076]
- directory-entry: Frömming, C. E., Tischler, alter Steinweg 56, Hths., ⊠ 3: [452, 1527, 734, 1557]
- directory-entry: — Frau M., Stickerin, Beyerstr. 14, ⊠ 5: [452, 1186, 697, 1200]
